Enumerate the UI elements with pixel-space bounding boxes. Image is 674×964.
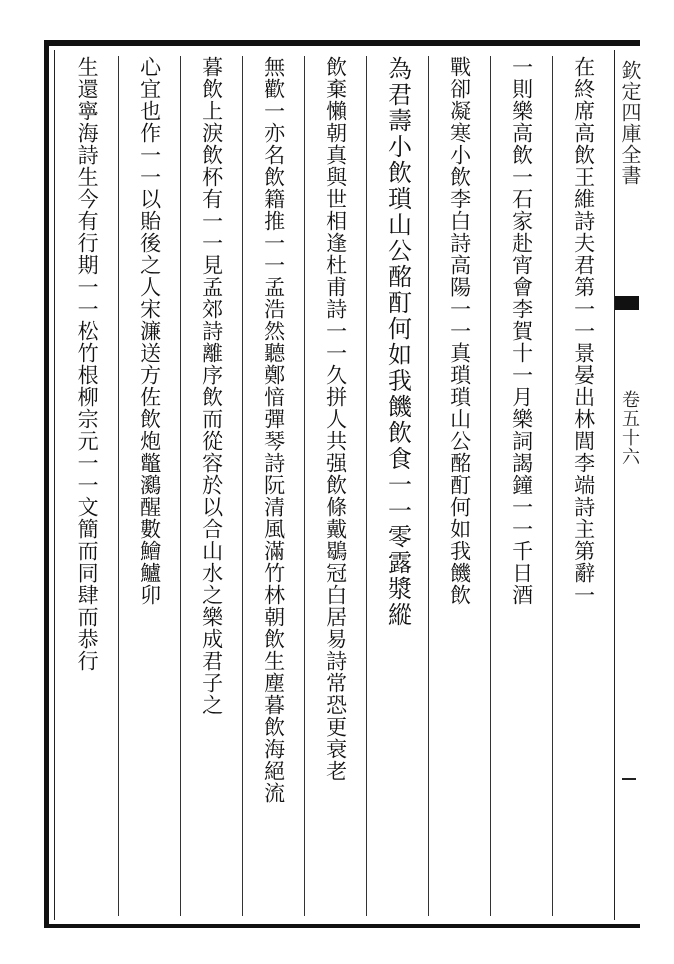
text-columns	[56, 56, 614, 916]
column-text: 生還寧海詩生今有行期一一松竹根柳宗元一一文簡而同肆而恭行	[75, 56, 100, 672]
text-column	[490, 56, 552, 916]
column-text: 為君壽小飲瑣山公酩酊何如我饑飲食一一零露漿縱	[383, 56, 412, 628]
text-column	[428, 56, 490, 916]
column-text: 暮飲上淚飲杯有一一見孟郊詩離序飲而從容於以合山水之樂成君子之	[199, 56, 224, 716]
book-title: 欽定四庫全書	[618, 60, 642, 186]
text-column	[118, 56, 180, 916]
column-text: 一則樂高飲一石家赴宵會李賀十一月樂詞謁鐘一一千日酒	[509, 56, 534, 606]
volume-number: 卷五十六	[619, 390, 640, 466]
text-column	[366, 56, 428, 916]
text-column	[56, 56, 118, 916]
column-text: 心宜也作一一以貽後之人宋濂送方佐飲炮鼈鸂醒數鱠鱸卯	[137, 56, 162, 606]
text-column	[304, 56, 366, 916]
text-column	[242, 56, 304, 916]
margin-tick-mark	[622, 778, 636, 780]
text-column	[180, 56, 242, 916]
text-column	[552, 56, 614, 916]
column-text: 無歡一亦名飲籍推一一孟浩然聽鄭愔彈琴詩阮清風滿竹林朝飲生塵暮飲海絕流	[261, 56, 286, 804]
column-text: 戰卻凝寒小飲李白詩高陽一一真瑣瑣山公酩酊何如我饑飲	[447, 56, 472, 606]
column-text: 飲棄懶朝真與世相逢杜甫詩一一久拼人共强飲條戴鶡冠白居易詩常恐更衰老	[323, 56, 348, 782]
fish-tail-mark	[615, 296, 639, 310]
column-text: 在終席高飲王維詩夫君第一一景晏出林閭李端詩主第辭一	[571, 56, 596, 606]
